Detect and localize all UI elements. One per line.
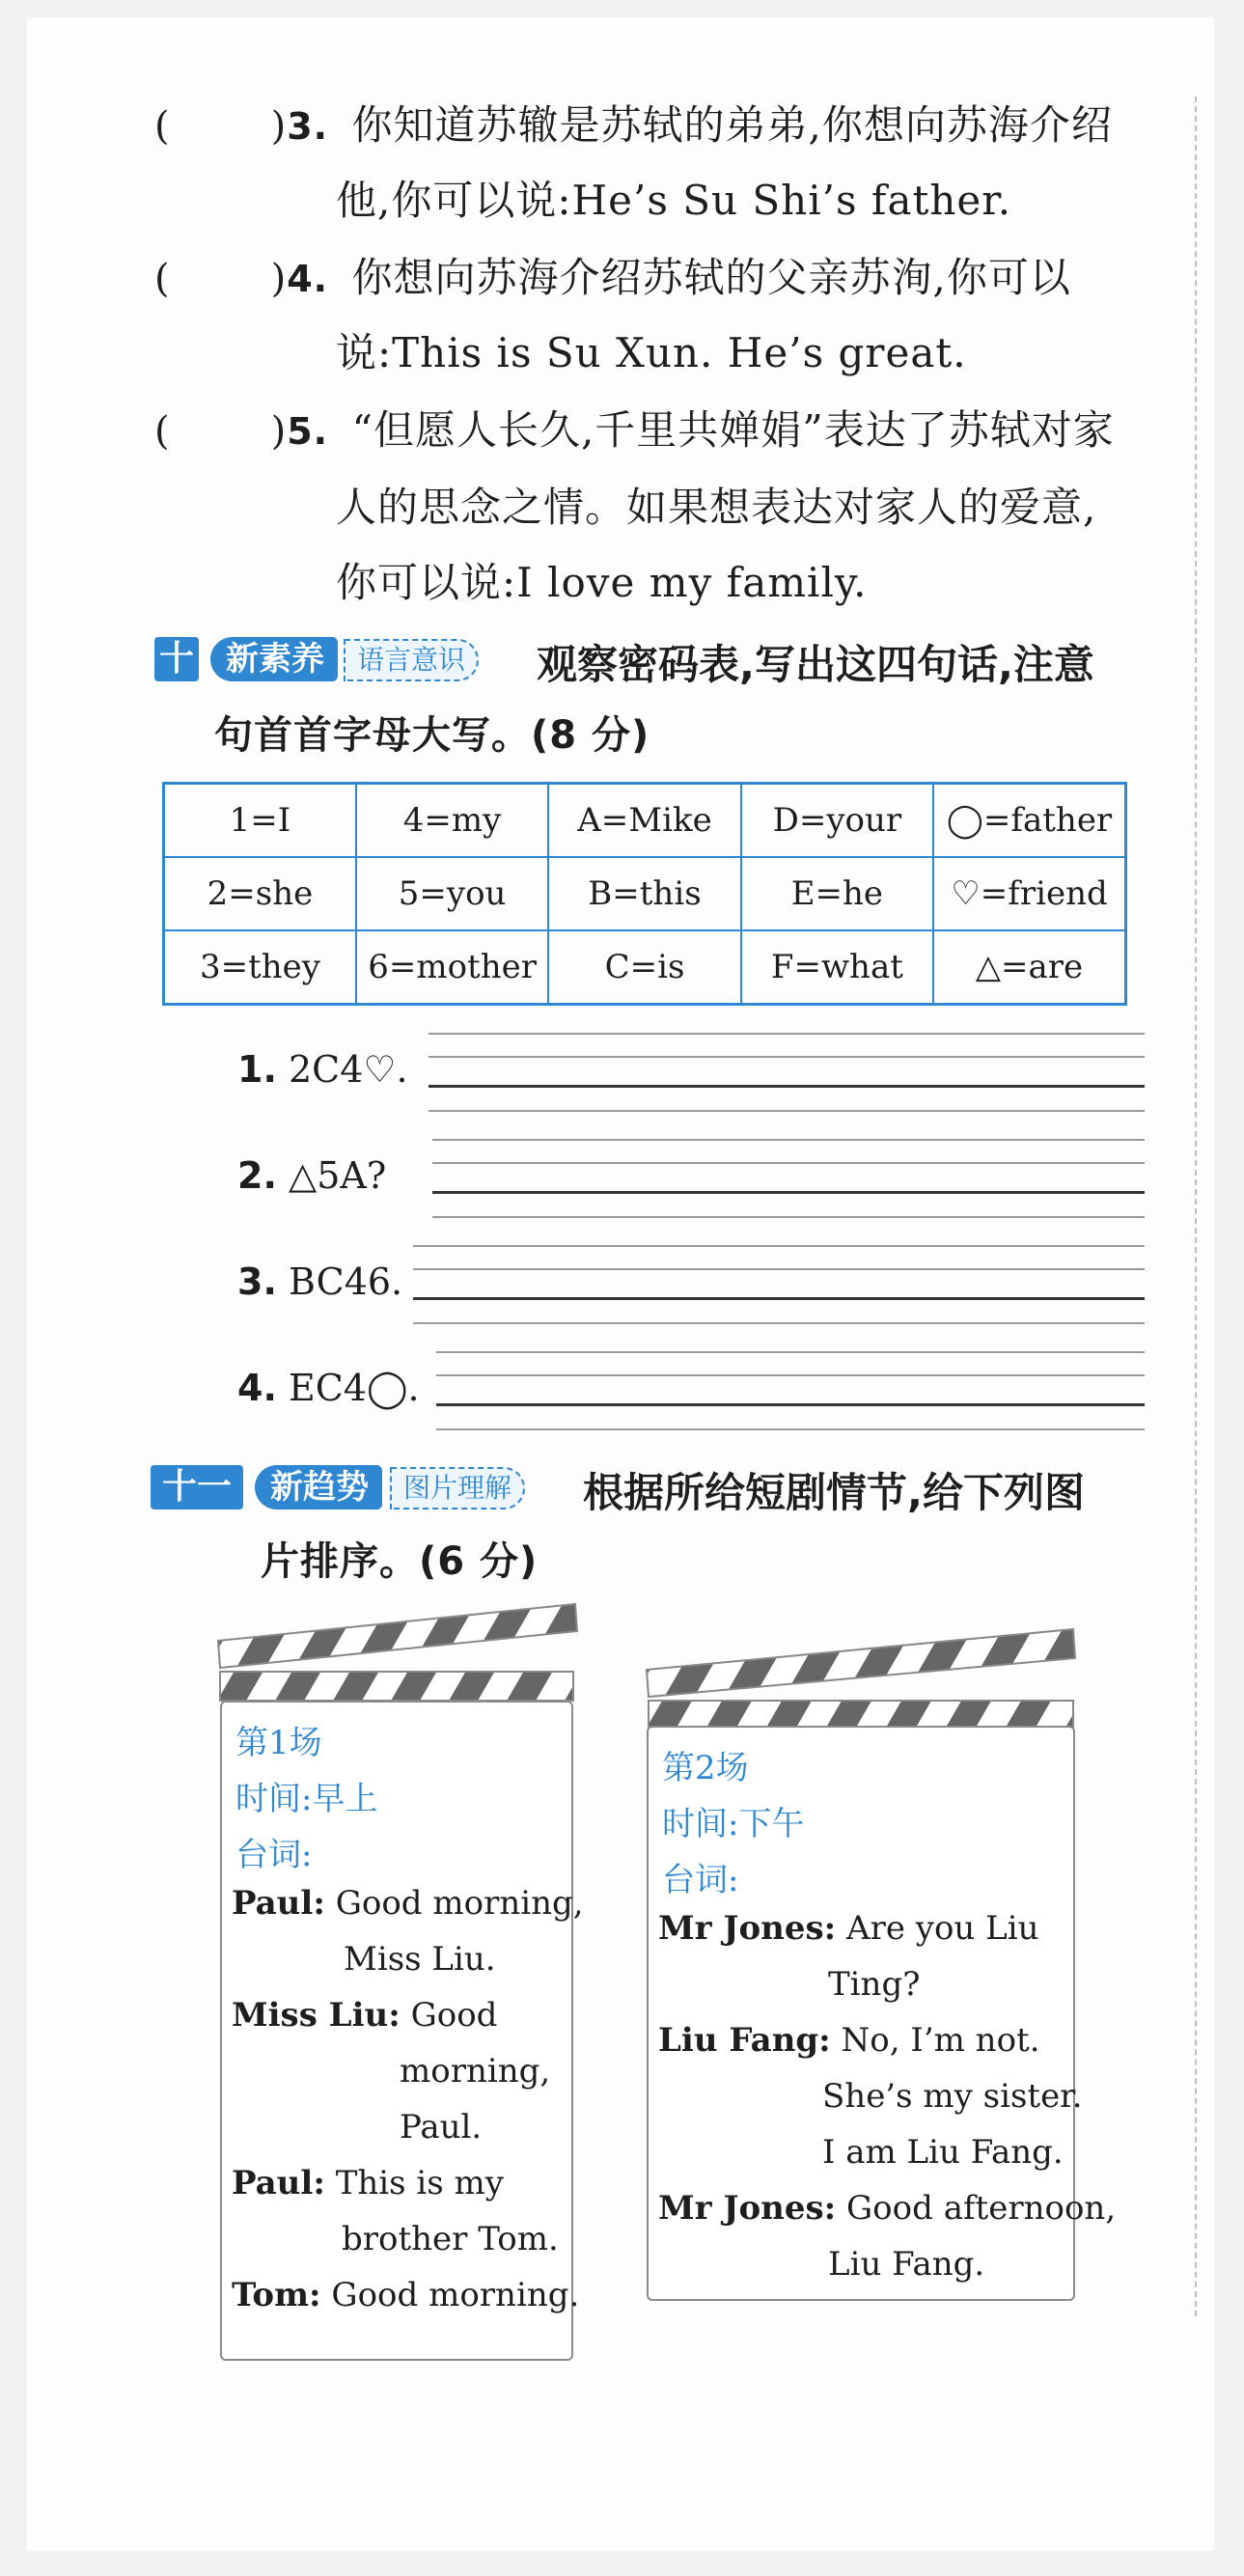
exercise-code: △5A? — [288, 1154, 387, 1197]
dialogue-line — [232, 2276, 579, 2314]
question-number: 5. — [287, 410, 329, 453]
exercise-code: BC46. — [288, 1260, 403, 1303]
exercise-number: 1. — [237, 1048, 277, 1091]
cut-line — [1195, 97, 1197, 2316]
question-text-line2: 说:This is Su Xun. He’s great. — [336, 329, 967, 376]
dialogue-text: brother Tom. — [342, 2220, 559, 2258]
write-line — [413, 1245, 1145, 1247]
question-4 — [154, 253, 1071, 304]
write-line — [432, 1216, 1145, 1218]
table-cell: 1=I — [164, 784, 356, 858]
write-line — [432, 1191, 1145, 1194]
speaker: Paul: — [232, 1884, 325, 1923]
table-cell: D=your — [741, 784, 933, 858]
dialogue-text: Paul. — [400, 2108, 483, 2147]
answer-paren-close: ) — [270, 104, 288, 149]
dialogue-line — [658, 1909, 1038, 1948]
exercise-code: 2C4♡. — [288, 1048, 408, 1091]
table-cell: F=what — [741, 930, 933, 1005]
dialogue-text: Good morning, — [335, 1884, 584, 1923]
dialogue-text: Good afternoon, — [846, 2189, 1117, 2228]
dialogue-text: Good — [410, 1996, 498, 2035]
speaker: Mr Jones: — [658, 1909, 837, 1948]
exercise-3 — [237, 1260, 402, 1303]
section-tag: 新素养 — [210, 637, 338, 681]
table-cell: 4=my — [356, 784, 548, 858]
section-instruction-line2: 片排序。(6 分) — [261, 1539, 539, 1584]
scene-lines-label: 台词: — [662, 1861, 739, 1899]
write-line — [428, 1085, 1145, 1088]
write-line — [436, 1428, 1145, 1430]
exercise-code: EC4◯. — [288, 1367, 420, 1409]
dialogue-line — [232, 1996, 497, 2035]
speaker: Paul: — [232, 2164, 325, 2202]
write-line — [436, 1403, 1145, 1406]
section-instruction-line1: 根据所给短剧情节,给下列图 — [583, 1469, 1085, 1516]
scene-title: 第1场 — [235, 1724, 322, 1762]
dialogue-line — [232, 1884, 584, 1923]
dialogue-text: This is my — [335, 2164, 504, 2202]
answer-paren-open[interactable]: ( — [154, 104, 171, 149]
question-5 — [154, 405, 1115, 457]
scene-1-board — [220, 1701, 584, 2361]
table-cell: A=Mike — [548, 784, 740, 858]
question-text-line3: 你可以说:I love my family. — [336, 559, 868, 606]
dialogue-text: I am Liu Fang. — [822, 2133, 1064, 2172]
table-row — [164, 930, 1126, 1005]
dialogue-text: Ting? — [828, 1965, 921, 2004]
table-row — [164, 857, 1126, 930]
dialogue-line — [658, 2021, 1040, 2060]
write-line — [413, 1297, 1145, 1300]
write-line — [436, 1351, 1145, 1353]
write-line — [428, 1056, 1145, 1058]
scene-title: 第2场 — [662, 1749, 749, 1787]
table-row — [164, 784, 1126, 858]
section-number: 十 — [154, 637, 199, 681]
code-table — [162, 782, 1127, 1006]
section-instruction-line1: 观察密码表,写出这四句话,注意 — [537, 641, 1094, 688]
dialogue-line — [232, 2164, 504, 2202]
dialogue-text: Miss Liu. — [344, 1940, 496, 1979]
question-number: 3. — [287, 105, 329, 148]
table-cell: B=this — [548, 857, 740, 930]
speaker: Liu Fang: — [658, 2021, 831, 2060]
section-tag: 新趋势 — [255, 1465, 382, 1510]
clapper-top-scene1 — [216, 1602, 581, 1708]
question-number: 4. — [287, 258, 329, 300]
answer-paren-open[interactable]: ( — [154, 257, 171, 301]
table-cell: C=is — [548, 930, 740, 1005]
section-subtag: 语言意识 — [344, 639, 479, 681]
exercise-number: 3. — [237, 1260, 277, 1303]
write-line — [432, 1162, 1145, 1164]
exercise-number: 4. — [237, 1367, 277, 1409]
speaker: Miss Liu: — [232, 1996, 401, 2035]
clapper-top-scene2 — [645, 1627, 1081, 1733]
exercise-number: 2. — [237, 1154, 277, 1197]
table-cell: ♡=friend — [933, 857, 1125, 930]
scene-lines-label: 台词: — [235, 1836, 313, 1874]
dialogue-text: Are you Liu — [846, 1909, 1039, 1948]
speaker: Tom: — [232, 2276, 321, 2314]
answer-paren-close: ) — [270, 409, 288, 454]
table-cell: 6=mother — [356, 930, 548, 1005]
dialogue-text: Good morning. — [331, 2276, 580, 2314]
table-cell: ◯=father — [933, 784, 1125, 858]
exercise-2 — [237, 1154, 386, 1197]
question-3 — [154, 100, 1113, 152]
speaker: Mr Jones: — [658, 2189, 837, 2228]
table-cell: △=are — [933, 930, 1125, 1005]
dialogue-line — [658, 2189, 1116, 2228]
scene-time: 时间:下午 — [662, 1805, 805, 1843]
scene-time: 时间:早上 — [235, 1780, 378, 1818]
table-cell: 5=you — [356, 857, 548, 930]
answer-paren-close: ) — [270, 257, 288, 301]
scene-2-board — [647, 1726, 1117, 2301]
write-line — [413, 1268, 1145, 1270]
dialogue-text: She’s my sister. — [822, 2077, 1083, 2116]
section-subtag: 图片理解 — [390, 1467, 525, 1510]
table-cell: 3=they — [164, 930, 356, 1005]
dialogue-text: morning, — [400, 2052, 551, 2091]
question-text-line2: 他,你可以说:He’s Su Shi’s father. — [336, 177, 1012, 224]
table-cell: E=he — [741, 857, 933, 930]
write-line — [413, 1322, 1145, 1324]
question-text-line1: 你知道苏辙是苏轼的弟弟,你想向苏海介绍 — [351, 101, 1113, 149]
question-text-line1: 你想向苏海介绍苏轼的父亲苏洵,你可以 — [351, 254, 1071, 301]
exercise-1 — [237, 1048, 408, 1091]
dialogue-text: No, I’m not. — [841, 2021, 1040, 2060]
answer-paren-open[interactable]: ( — [154, 409, 171, 454]
exercise-4 — [237, 1367, 420, 1409]
question-text-line2: 人的思念之情。如果想表达对家人的爱意, — [336, 484, 1097, 531]
write-line — [436, 1374, 1145, 1376]
dialogue-text: Liu Fang. — [828, 2245, 985, 2284]
question-text-line1: “但愿人长久,千里共婵娟”表达了苏轼对家 — [351, 406, 1115, 454]
section-number: 十一 — [151, 1465, 243, 1510]
section-instruction-line2: 句首首字母大写。(8 分) — [214, 713, 650, 758]
write-line — [432, 1139, 1145, 1141]
table-cell: 2=she — [164, 857, 356, 930]
write-line — [428, 1033, 1145, 1035]
write-line — [428, 1110, 1145, 1112]
